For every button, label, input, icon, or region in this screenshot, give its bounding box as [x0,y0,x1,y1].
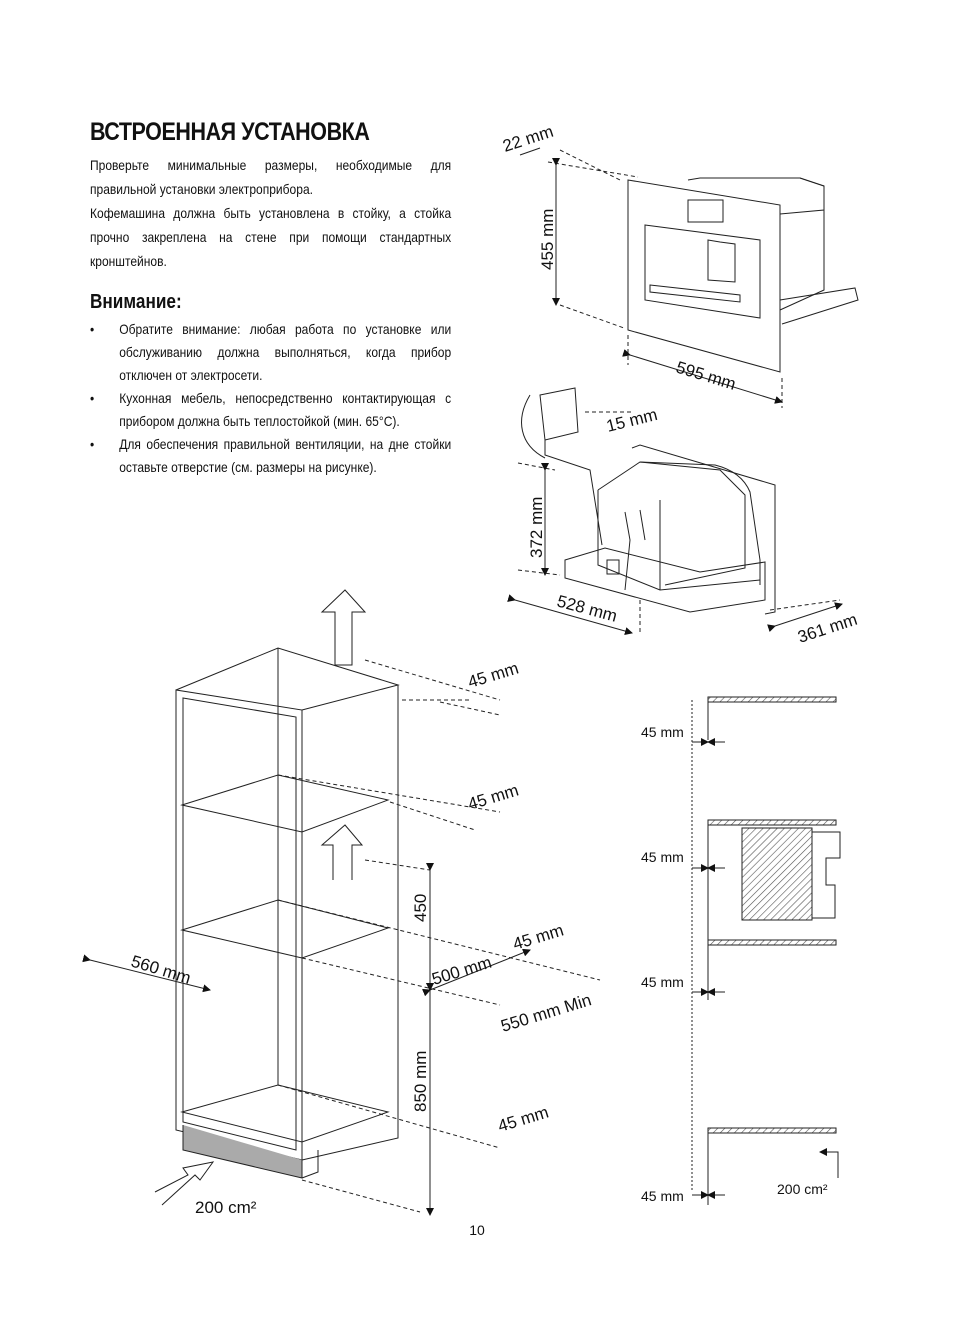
list-item: • Для обеспечения правильной вентиляции, на дне стойки оставьте отверстие (см. размеры на рисунке). [90,433,451,479]
dim-45mm-section-2: 45 mm [641,849,684,865]
dim-45mm-section-4: 45 mm [641,1188,684,1204]
dim-361mm: 361 mm [795,609,860,647]
dim-528mm: 528 mm [554,591,620,626]
dim-550mm-min: 550 mm Min [498,990,594,1036]
dim-45mm-section-1: 45 mm [641,724,684,740]
intro-paragraph-1: Проверьте минимальные размеры, необходимые для правильной установки электроприбора. [90,157,452,197]
dim-45mm-section-3: 45 mm [641,974,684,990]
attention-heading: Внимание: [90,291,182,313]
dim-45mm-top: 45 mm [465,658,521,692]
dim-200cm2: 200 cm² [195,1198,257,1217]
dim-200cm2-section: 200 cm² [777,1181,828,1197]
dim-560mm: 560 mm [128,951,194,988]
page-number: 10 [469,1222,485,1238]
dim-372mm: 372 mm [527,496,546,558]
dim-850mm: 850 mm [411,1050,430,1112]
dim-15mm: 15 mm [604,404,660,436]
dim-455mm: 455 mm [538,208,557,270]
dim-450: 450 [411,893,430,922]
dim-45mm-shelf: 45 mm [465,780,521,814]
list-item: • Обратите внимание: любая работа по установке или обслуживанию должна выполняться, когда прибор отключен от электросети. [90,318,451,387]
dim-500mm: 500 mm [429,952,494,989]
dim-45mm-mid: 45 mm [510,920,566,954]
intro-paragraph-2: Кофемашина должна быть установлена в стойку, а стойка прочно закреплена на стене при помощи стандартных кронштейнов. [90,205,452,269]
dim-45mm-bottom: 45 mm [495,1102,551,1136]
list-item: • Кухонная мебель, непосредственно контактирующая с прибором должна быть теплостойкой (мин. 65°C). [90,387,451,433]
dim-595mm: 595 mm [673,357,739,394]
dim-22mm: 22 mm [500,121,556,156]
page-title: ВСТРОЕННАЯ УСТАНОВКА [90,118,370,146]
section-diagram [692,697,840,1205]
